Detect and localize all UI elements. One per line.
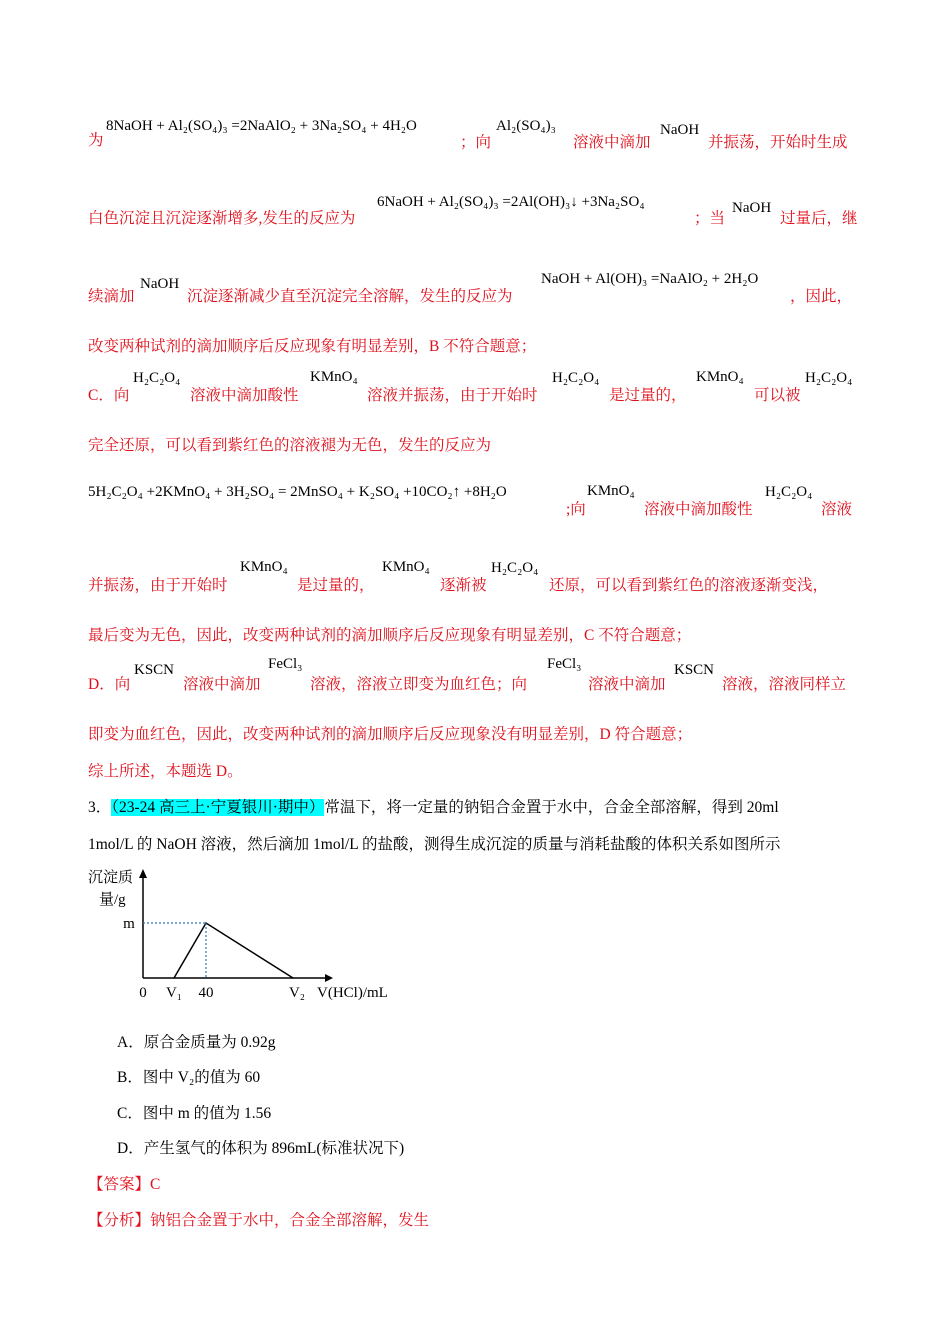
question-text: 常温下，将一定量的钠铝合金置于水中，合金全部溶解，得到 20ml bbox=[324, 799, 779, 816]
b-line-1 bbox=[88, 128, 104, 150]
text: 为 bbox=[88, 132, 104, 149]
text: 溶液中滴加酸性 bbox=[190, 387, 299, 404]
analysis-text: 钠铝合金置于水中，合金全部溶解，发生 bbox=[150, 1212, 430, 1229]
analysis-tag: 【分析】 bbox=[88, 1212, 151, 1229]
y-axis-label: 沉淀质 bbox=[88, 870, 134, 886]
formula: Al₂(SO₄)₃ bbox=[496, 118, 556, 134]
text: 白色沉淀且沉淀逐渐增多,发生的反应为 bbox=[88, 210, 356, 227]
text: 完全还原，可以看到紫红色的溶液褪为无色，发生的反应为 bbox=[88, 437, 492, 454]
formula: KMnO₄ bbox=[310, 369, 358, 385]
text: D．向 bbox=[88, 676, 131, 693]
text: ；当 bbox=[694, 210, 726, 227]
text: 续滴加 bbox=[88, 288, 135, 305]
question-number: 3． bbox=[88, 799, 112, 816]
text: 逐渐被 bbox=[440, 577, 487, 594]
text: 溶液，溶液立即变为血红色；向 bbox=[310, 676, 528, 693]
text: 改变两种试剂的滴加顺序后反应现象有明显差别，B 不符合题意； bbox=[88, 338, 537, 355]
text: 过量后，继 bbox=[780, 210, 858, 227]
text: 还原，可以看到紫红色的溶液逐渐变浅， bbox=[549, 577, 829, 594]
answer-tag: 【答案】 bbox=[88, 1176, 151, 1193]
question-3-line-1 bbox=[88, 795, 779, 817]
y-axis-label: 量/g bbox=[99, 892, 126, 908]
text: 是过量的， bbox=[609, 387, 687, 404]
x-axis-arrow bbox=[325, 974, 333, 982]
formula-equation: 8NaOH + Al₂(SO₄)₃ =2NaAlO₂ + 3Na₂SO₄ + 4H₂O bbox=[106, 118, 417, 134]
formula: KMnO₄ bbox=[696, 369, 744, 385]
text: 溶液中滴加 bbox=[588, 676, 666, 693]
formula: H₂C₂O₄ bbox=[133, 370, 181, 386]
text: 溶液中滴加酸性 bbox=[644, 501, 753, 518]
option-c: C．图中 m 的值为 1.56 bbox=[117, 1105, 272, 1122]
precipitate-chart bbox=[85, 866, 415, 1011]
chart-labels bbox=[88, 869, 388, 1001]
formula: NaOH bbox=[140, 276, 180, 292]
analysis-line bbox=[88, 1208, 429, 1230]
formula: KMnO₄ bbox=[587, 483, 635, 499]
text: 最后变为无色，因此，改变两种试剂的滴加顺序后反应现象有明显差别，C 不符合题意； bbox=[88, 627, 692, 644]
text: 是过量的， bbox=[297, 577, 375, 594]
question-source: （23-24 高三上·宁夏银川·期中） bbox=[111, 799, 325, 816]
formula: H₂C₂O₄ bbox=[491, 560, 539, 576]
formula-equation: 5H₂C₂O₄ +2KMnO₄ + 3H₂SO₄ = 2MnSO₄ + K₂SO₄ +10CO₂↑ +8H₂O bbox=[88, 484, 507, 500]
formula: FeCl₃ bbox=[268, 656, 303, 672]
formula: KMnO₄ bbox=[240, 559, 288, 575]
answer-line bbox=[88, 1172, 160, 1194]
formula-equation: NaOH + Al(OH)₃ =NaAlO₂ + 2H₂O bbox=[541, 271, 759, 287]
text: 并振荡，开始时生成 bbox=[708, 134, 848, 151]
formula: H₂C₂O₄ bbox=[552, 370, 600, 386]
chart-axes bbox=[139, 869, 333, 982]
text: 沉淀逐渐减少直至沉淀完全溶解，发生的反应为 bbox=[187, 288, 513, 305]
text: 溶液，溶液同样立 bbox=[722, 676, 847, 693]
text: 并振荡，由于开始时 bbox=[88, 577, 228, 594]
x-axis-label: V(HCl)/mL bbox=[317, 985, 388, 1001]
formula: NaOH bbox=[660, 122, 700, 138]
formula-equation: 6NaOH + Al₂(SO₄)₃ =2Al(OH)₃↓ +3Na₂SO₄ bbox=[377, 194, 645, 210]
formula: KSCN bbox=[134, 662, 175, 678]
y-axis-arrow bbox=[139, 869, 147, 878]
y-tick-label: m bbox=[123, 916, 135, 932]
option-a: A．原合金质量为 0.92g bbox=[117, 1034, 276, 1051]
x-tick-label: V₁ bbox=[165, 985, 183, 1001]
text: 溶液并振荡，由于开始时 bbox=[367, 387, 538, 404]
text: C．向 bbox=[88, 387, 130, 404]
text: 即变为血红色，因此，改变两种试剂的滴加顺序后反应现象没有明显差别，D 符合题意； bbox=[88, 726, 693, 743]
formula: NaOH bbox=[732, 200, 772, 216]
text: 溶液 bbox=[821, 501, 853, 518]
formula: H₂C₂O₄ bbox=[765, 484, 813, 500]
x-tick-label: 40 bbox=[198, 985, 214, 1001]
x-tick-label: 0 bbox=[139, 985, 147, 1001]
formula: KSCN bbox=[674, 662, 715, 678]
series-line bbox=[174, 923, 293, 978]
text: ;向 bbox=[566, 501, 586, 518]
answer-value: C bbox=[150, 1176, 161, 1193]
question-text: 1mol/L 的 NaOH 溶液，然后滴加 1mol/L 的盐酸，测得生成沉淀的质量与消耗盐酸的体积关系如图所示 bbox=[88, 836, 781, 853]
text: ，因此， bbox=[790, 288, 853, 305]
text: ；向 bbox=[460, 134, 492, 151]
formula: FeCl₃ bbox=[547, 656, 582, 672]
formula: KMnO₄ bbox=[382, 559, 430, 575]
formula: H₂C₂O₄ bbox=[805, 370, 853, 386]
option-b: B．图中 V₂的值为 60 bbox=[117, 1069, 261, 1086]
text: 溶液中滴加 bbox=[573, 134, 651, 151]
text: 溶液中滴加 bbox=[183, 676, 261, 693]
text: 综上所述，本题选 D。 bbox=[88, 763, 243, 780]
option-d: D．产生氢气的体积为 896mL(标准状况下) bbox=[117, 1140, 405, 1157]
x-tick-label: V₂ bbox=[288, 985, 306, 1001]
text: 可以被 bbox=[754, 387, 801, 404]
